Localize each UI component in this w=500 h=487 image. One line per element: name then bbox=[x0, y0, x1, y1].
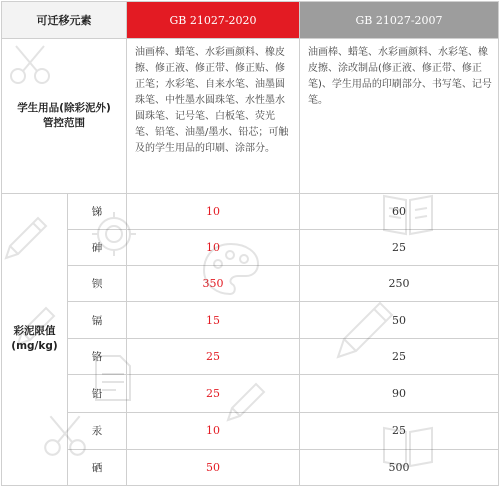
limit-2020: 25 bbox=[127, 339, 300, 375]
limit-row bbox=[2, 229, 499, 265]
header-gb2007: GB 21027-2007 bbox=[300, 2, 499, 39]
limit-2007: 90 bbox=[300, 375, 499, 412]
limit-2007: 25 bbox=[300, 339, 499, 375]
limit-2020: 10 bbox=[127, 412, 300, 449]
limits-label bbox=[2, 193, 68, 485]
element-name: 镉 bbox=[68, 302, 127, 339]
comparison-table bbox=[1, 1, 499, 486]
limit-row bbox=[2, 193, 499, 229]
element-name: 铅 bbox=[68, 375, 127, 412]
element-name: 砷 bbox=[68, 229, 127, 265]
limit-2020: 10 bbox=[127, 193, 300, 229]
header-row bbox=[2, 2, 499, 39]
limit-row bbox=[2, 375, 499, 412]
limit-2020: 10 bbox=[127, 229, 300, 265]
scope-label-line2: 管控范围 bbox=[43, 116, 85, 129]
limit-2020: 25 bbox=[127, 375, 300, 412]
limits-label-line2: (mg/kg) bbox=[11, 340, 58, 353]
element-name: 汞 bbox=[68, 412, 127, 449]
element-name: 硒 bbox=[68, 449, 127, 485]
limit-2007: 25 bbox=[300, 229, 499, 265]
element-name: 锑 bbox=[68, 193, 127, 229]
limit-2007: 500 bbox=[300, 449, 499, 485]
limit-2007: 250 bbox=[300, 266, 499, 302]
limit-2020: 15 bbox=[127, 302, 300, 339]
scope-2020-text: 油画棒、蜡笔、水彩画颜料、橡皮擦、修正液、修正带、修正贴、修正笔；水彩笔、自来水笔、油墨圆珠笔、中性墨水圆珠笔、水性墨水圆珠笔、记号笔、白板笔、荧光笔、铅笔、油墨/墨水、铅芯；可触及的学生用品的印刷、涂部分。 bbox=[127, 39, 300, 194]
header-element-label: 可迁移元素 bbox=[2, 2, 127, 39]
header-gb2020: GB 21027-2020 bbox=[127, 2, 300, 39]
limit-row bbox=[2, 302, 499, 339]
limit-2007: 25 bbox=[300, 412, 499, 449]
limit-2007: 60 bbox=[300, 193, 499, 229]
limit-2007: 50 bbox=[300, 302, 499, 339]
limit-row bbox=[2, 339, 499, 375]
scope-label bbox=[2, 39, 127, 194]
limit-row bbox=[2, 449, 499, 485]
element-name: 钡 bbox=[68, 266, 127, 302]
element-name: 铬 bbox=[68, 339, 127, 375]
scope-row bbox=[2, 39, 499, 194]
limit-row bbox=[2, 412, 499, 449]
limit-2020: 50 bbox=[127, 449, 300, 485]
scope-2007-text: 油画棒、蜡笔、水彩画颜料、水彩笔、橡皮擦、涂改制品(修正液、修正带、修正笔)、学生用品的印刷部分、书写笔、记号笔。 bbox=[300, 39, 499, 194]
limits-label-line1: 彩泥限值 bbox=[13, 325, 56, 338]
scope-label-line1: 学生用品(除彩泥外) bbox=[17, 101, 111, 114]
limit-2020: 350 bbox=[127, 266, 300, 302]
limit-row bbox=[2, 266, 499, 302]
